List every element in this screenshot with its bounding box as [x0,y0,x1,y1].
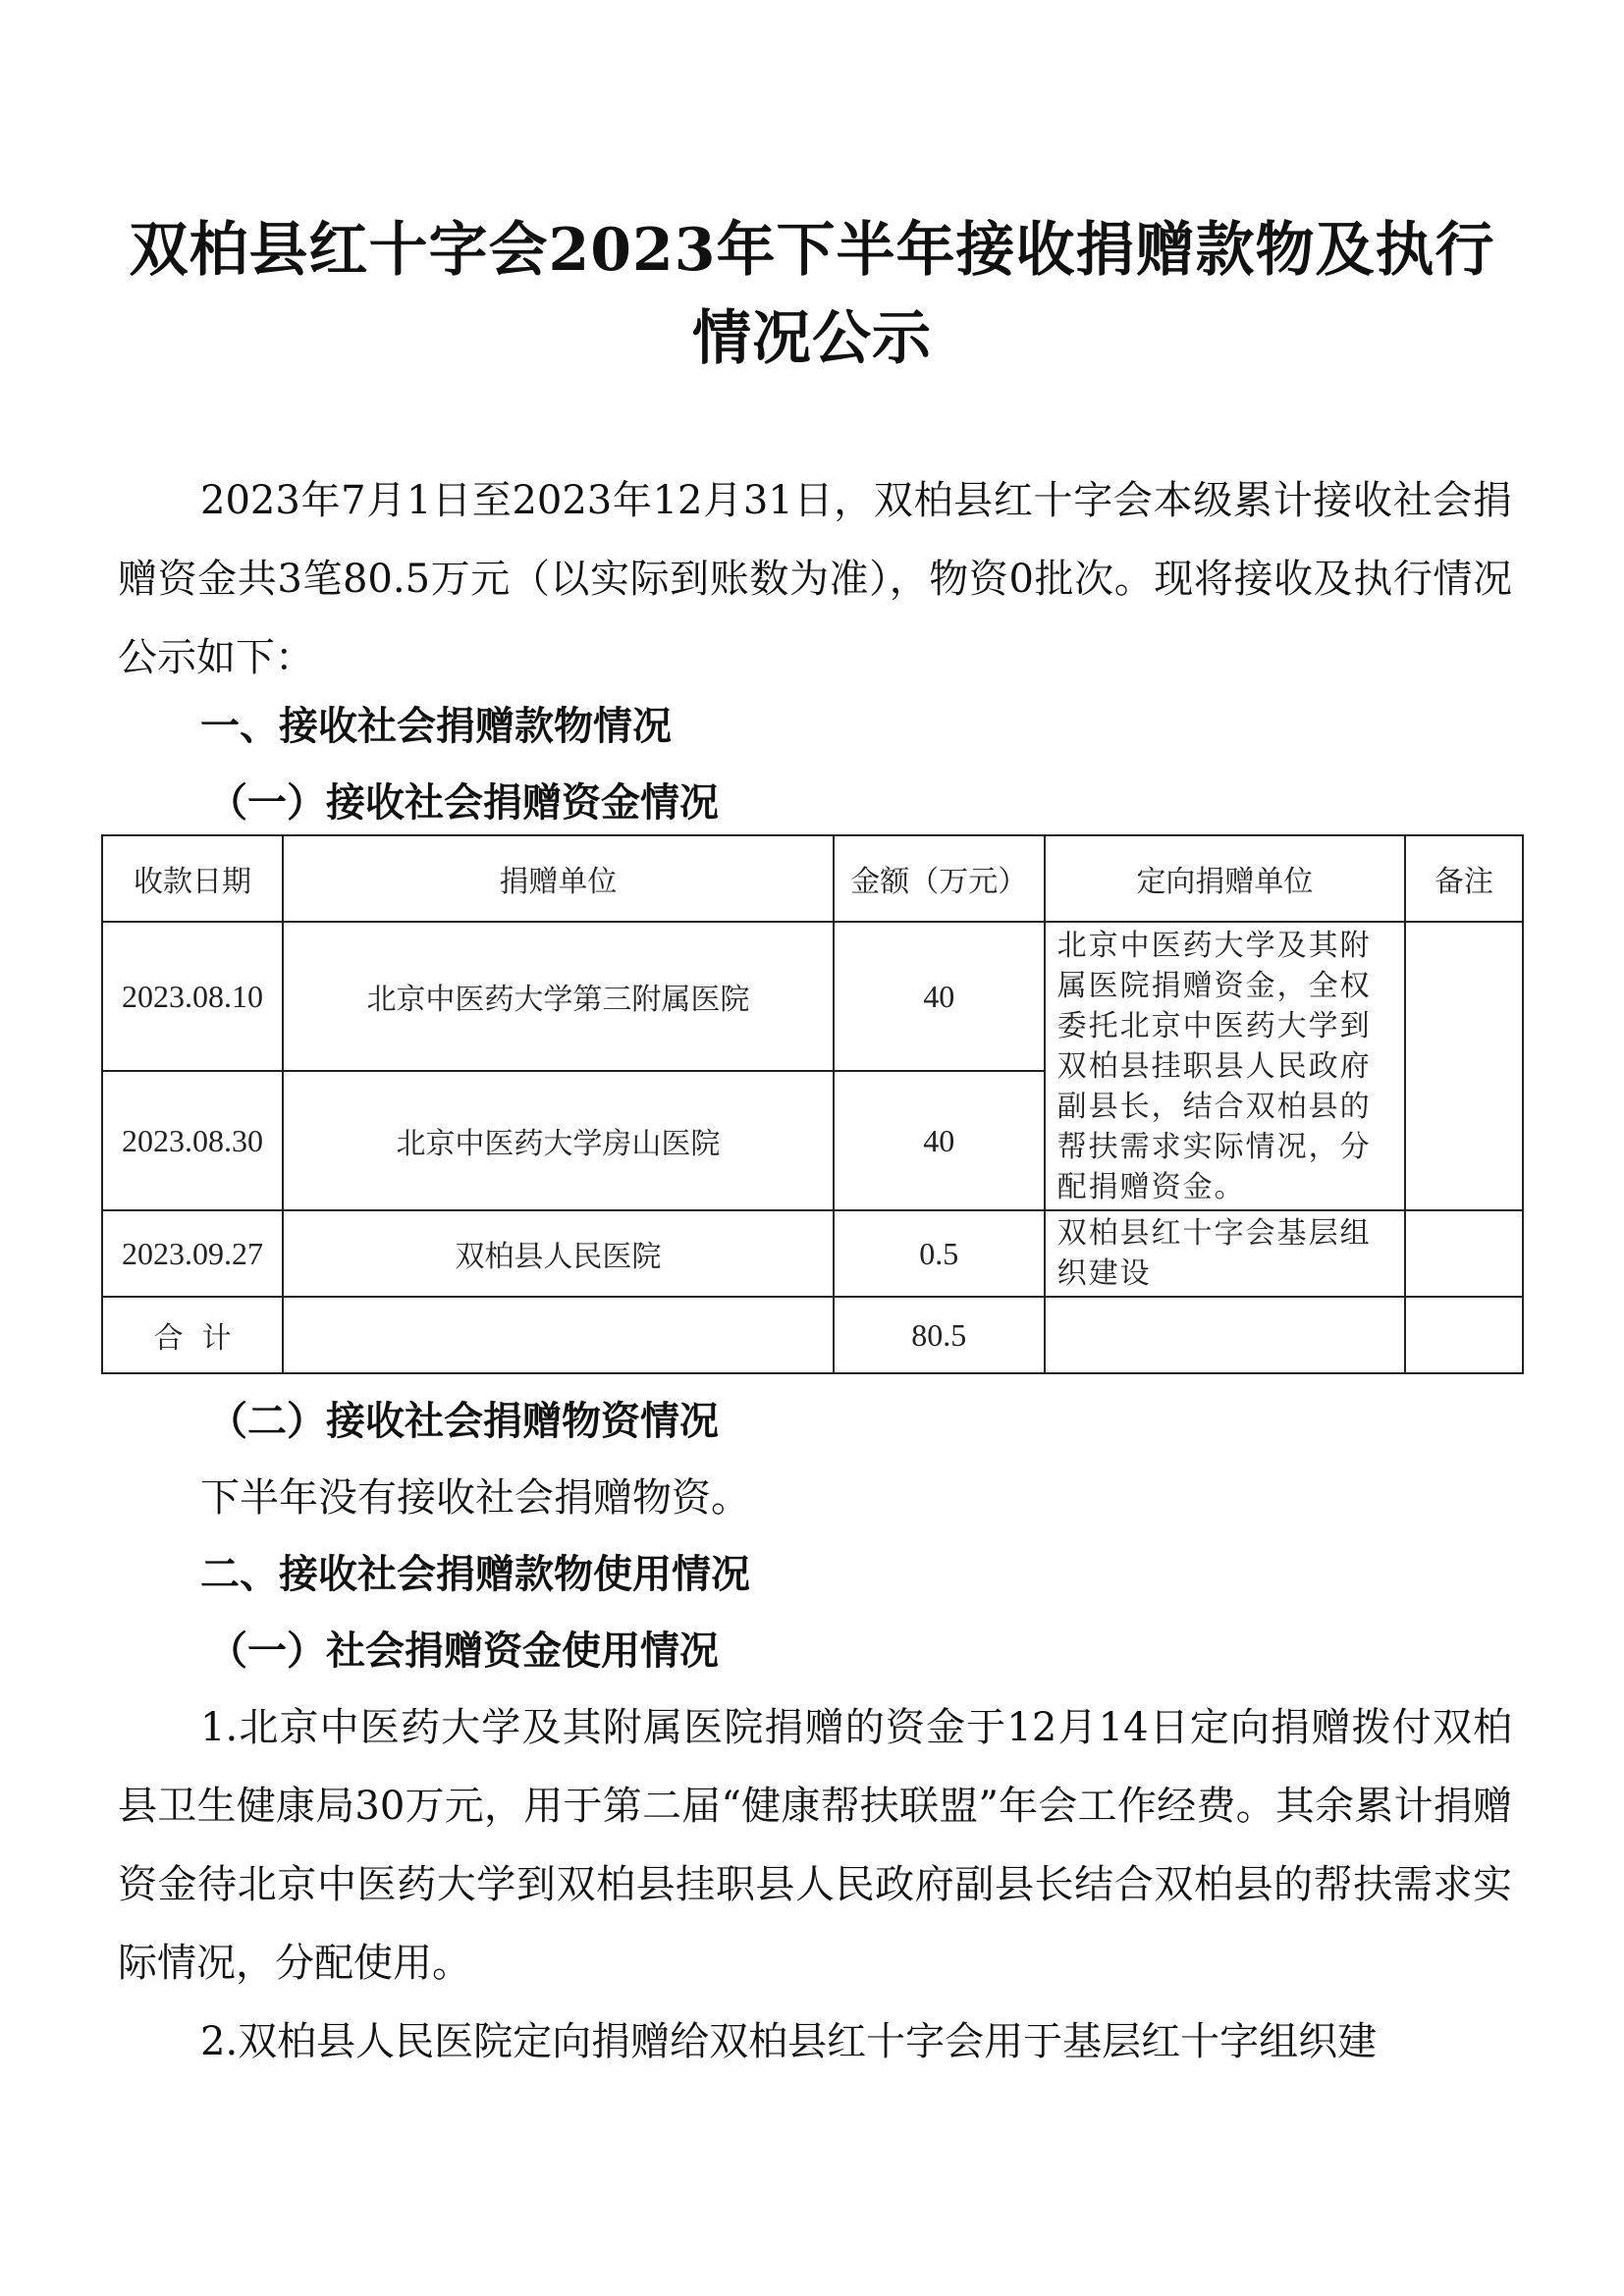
section-2-heading: 二、接收社会捐赠款物使用情况 [200,1552,750,1597]
table-header-row [102,835,1523,922]
section-2-subheading-usage: （一）社会捐赠资金使用情况 [208,1628,719,1674]
section-1-subheading-funds: （一）接收社会捐赠资金情况 [208,779,719,826]
row-amount: 40 [834,922,1045,1071]
usage-text-1: 1.北京中医药大学及其附属医院捐赠的资金于12月14日定向捐赠拨付双柏县卫生健康局30万元，用于第二届“健康帮扶联盟”年会工作经费。其余累计捐赠资金待北京中医药大学到双柏县挂职县人民政府副县长结合双柏县的帮扶需求实际情况，分配使用。 [118,1705,1512,1986]
document-title [108,206,1516,383]
row-amount: 40 [834,1071,1045,1210]
total-donor-empty [283,1297,834,1373]
section-1-heading: 一、接收社会捐赠款物情况 [200,704,672,749]
donation-table [101,834,1524,1374]
row-recipient: 双柏县红十字会基层组织建设 [1045,1210,1405,1297]
title-line-1: 双柏县红十字会2023年下半年接收捐赠款物及执行 [129,216,1495,285]
row-remark [1405,922,1523,1210]
usage-paragraph-2 [118,2002,1512,2081]
header-remark: 备注 [1405,835,1523,922]
total-label: 合 计 [102,1297,283,1373]
row-amount: 0.5 [834,1210,1045,1297]
row-date: 2023.09.27 [102,1210,283,1297]
intro-paragraph [118,461,1512,697]
merged-recipient-cell: 北京中医药大学及其附属医院捐赠资金，全权委托北京中医药大学到双柏县挂职县人民政府副县长，结合双柏县的帮扶需求实际情况，分配捐赠资金。 [1045,922,1405,1210]
row-donor: 北京中医药大学第三附属医院 [283,922,834,1071]
row-date: 2023.08.30 [102,1071,283,1210]
total-amount: 80.5 [834,1297,1045,1373]
goods-paragraph: 下半年没有接收社会捐赠物资。 [200,1475,750,1521]
row-date: 2023.08.10 [102,922,283,1071]
usage-paragraph-1 [118,1688,1512,2002]
header-amount: 金额（万元） [834,835,1045,922]
table-row [102,1210,1523,1297]
table-row [102,922,1523,1071]
table-total-row [102,1297,1523,1373]
total-remark-empty [1405,1297,1523,1373]
header-recipient: 定向捐赠单位 [1045,835,1405,922]
total-recipient-empty [1045,1297,1405,1373]
usage-text-2: 2.双柏县人民医院定向捐赠给双柏县红十字会用于基层红十字组织建 [200,2019,1378,2064]
row-remark [1405,1210,1523,1297]
title-line-2: 情况公示 [692,304,932,373]
header-date: 收款日期 [102,835,283,922]
section-1-subheading-goods: （二）接收社会捐赠物资情况 [208,1398,719,1444]
header-donor: 捐赠单位 [283,835,834,922]
row-donor: 双柏县人民医院 [283,1210,834,1297]
intro-text: 2023年7月1日至2023年12月31日，双柏县红十字会本级累计接收社会捐赠资金共3笔80.5万元（以实际到账数为准），物资0批次。现将接收及执行情况公示如下： [118,478,1512,680]
row-donor: 北京中医药大学房山医院 [283,1071,834,1210]
